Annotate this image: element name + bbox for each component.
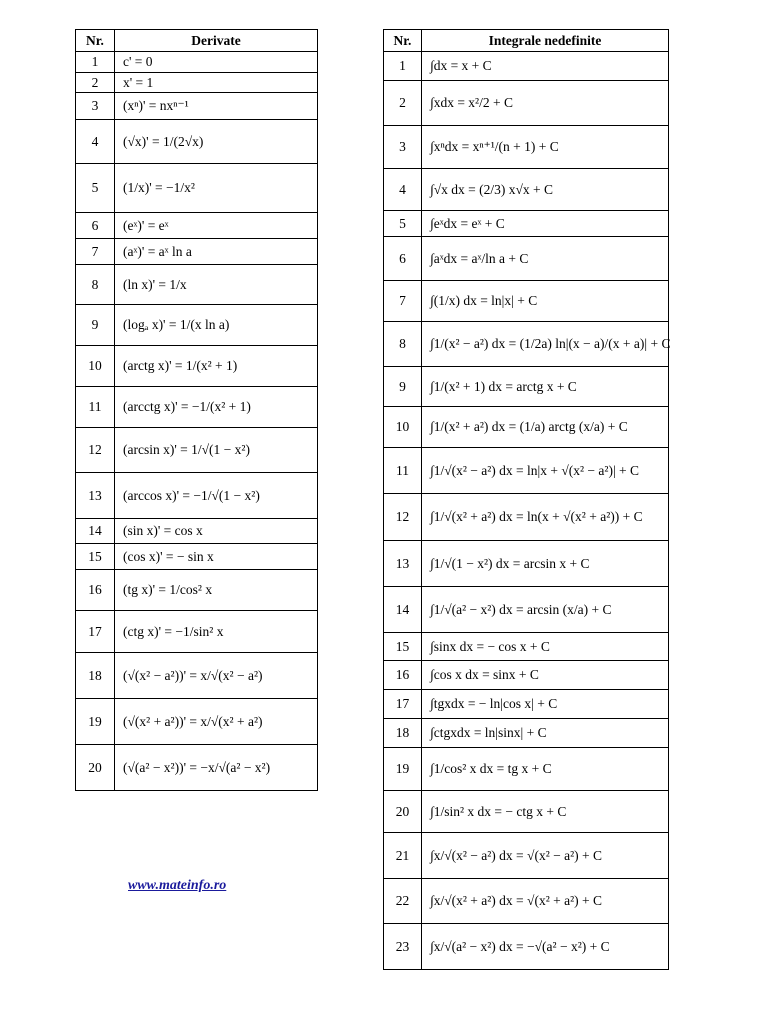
- formula-text: (eˣ)' = eˣ: [123, 217, 169, 233]
- row-number: 14: [384, 587, 422, 633]
- row-number: 9: [384, 367, 422, 407]
- integral-formula: [422, 237, 669, 281]
- table-row: [384, 169, 669, 211]
- integrals-table: [383, 29, 669, 970]
- row-number: 20: [384, 791, 422, 833]
- table-row: [384, 494, 669, 541]
- table-row: [76, 611, 318, 653]
- derivative-formula: [115, 73, 318, 93]
- integral-formula: [422, 407, 669, 448]
- column-header-nr: Nr.: [384, 30, 422, 52]
- formula-text: (1/x)' = −1/x²: [123, 180, 195, 195]
- integral-formula: [422, 541, 669, 587]
- formula-text: ∫x/√(x² − a²) dx = √(x² − a²) + C: [430, 847, 603, 863]
- derivative-formula: [115, 387, 318, 428]
- row-number: 2: [76, 73, 115, 93]
- formula-text: ∫1/√(a² − x²) dx = arcsin (x/a) + C: [430, 601, 612, 617]
- table-header-row: [76, 30, 318, 52]
- table-row: [76, 699, 318, 745]
- table-row: [76, 164, 318, 213]
- integral-formula: [422, 169, 669, 211]
- table-header-row: [384, 30, 669, 52]
- table-row: [384, 690, 669, 719]
- table-row: [76, 265, 318, 305]
- table-row: [384, 126, 669, 169]
- integral-formula: [422, 281, 669, 322]
- formula-text: (√x)' = 1/(2√x): [123, 133, 204, 149]
- row-number: 15: [384, 633, 422, 661]
- row-number: 12: [384, 494, 422, 541]
- derivative-formula: [115, 164, 318, 213]
- row-number: 13: [76, 473, 115, 519]
- table-row: [76, 52, 318, 73]
- derivative-formula: [115, 239, 318, 265]
- formula-text: ∫1/√(x² + a²) dx = ln(x + √(x² + a²)) + C: [430, 509, 643, 524]
- formula-text: ∫1/√(x² − a²) dx = ln|x + √(x² − a²)| + C: [430, 462, 640, 478]
- derivative-formula: [115, 428, 318, 473]
- formula-text: ∫1/(x² − a²) dx = (1/2a) ln|(x − a)/(x + a)| + C: [430, 336, 671, 351]
- table-row: [384, 879, 669, 924]
- row-number: 1: [76, 52, 115, 73]
- integral-formula: [422, 52, 669, 81]
- table-row: [76, 519, 318, 544]
- integral-formula: [422, 81, 669, 126]
- formula-text: ∫ctgxdx = ln|sinx| + C: [430, 725, 547, 740]
- table-row: [76, 213, 318, 239]
- formula-text: (xⁿ)' = nxⁿ⁻¹: [123, 98, 189, 113]
- row-number: 21: [384, 833, 422, 879]
- table-row: [384, 748, 669, 791]
- table-row: [384, 633, 669, 661]
- row-number: 18: [384, 719, 422, 748]
- table-row: [384, 791, 669, 833]
- formula-text: (cos x)' = − sin x: [123, 548, 214, 564]
- formula-text: (√(x² + a²))' = x/√(x² + a²): [123, 713, 263, 729]
- table-row: [384, 833, 669, 879]
- derivative-formula: [115, 305, 318, 346]
- table-row: [76, 239, 318, 265]
- row-number: 19: [384, 748, 422, 791]
- row-number: 10: [384, 407, 422, 448]
- row-number: 5: [76, 164, 115, 213]
- table-row: [76, 544, 318, 570]
- formula-text: ∫(1/x) dx = ln|x| + C: [430, 293, 538, 308]
- table-row: [384, 448, 669, 494]
- row-number: 17: [76, 611, 115, 653]
- derivatives-table: [75, 29, 318, 791]
- row-number: 23: [384, 924, 422, 970]
- row-number: 4: [384, 169, 422, 211]
- row-number: 11: [76, 387, 115, 428]
- integral-formula: [422, 879, 669, 924]
- formula-text: ∫x/√(x² + a²) dx = √(x² + a²) + C: [430, 893, 603, 908]
- table-row: [384, 52, 669, 81]
- row-number: 1: [384, 52, 422, 81]
- table-row: [384, 587, 669, 633]
- row-number: 2: [384, 81, 422, 126]
- formula-text: (logₐ x)' = 1/(x ln a): [123, 317, 230, 332]
- formula-text: (aˣ)' = aˣ ln a: [123, 243, 192, 259]
- derivative-formula: [115, 120, 318, 164]
- formula-text: ∫1/sin² x dx = − ctg x + C: [430, 803, 567, 819]
- derivative-formula: [115, 699, 318, 745]
- formula-text: (tg x)' = 1/cos² x: [123, 582, 213, 597]
- table-row: [384, 661, 669, 690]
- integral-formula: [422, 126, 669, 169]
- row-number: 20: [76, 745, 115, 791]
- formula-text: ∫xⁿdx = xⁿ⁺¹/(n + 1) + C: [430, 139, 559, 154]
- derivative-formula: [115, 93, 318, 120]
- derivative-formula: [115, 611, 318, 653]
- table-row: [76, 305, 318, 346]
- formula-text: (√(a² − x²))' = −x/√(a² − x²): [123, 759, 271, 775]
- integral-formula: [422, 719, 669, 748]
- row-number: 13: [384, 541, 422, 587]
- formula-text: (arcsin x)' = 1/√(1 − x²): [123, 442, 250, 457]
- table-row: [76, 473, 318, 519]
- formula-text: ∫1/√(1 − x²) dx = arcsin x + C: [430, 555, 590, 571]
- formula-text: (√(x² − a²))' = x/√(x² − a²): [123, 667, 263, 683]
- table-row: [384, 211, 669, 237]
- row-number: 18: [76, 653, 115, 699]
- derivative-formula: [115, 473, 318, 519]
- column-header-derivate: Derivate: [115, 30, 318, 52]
- table-row: [384, 237, 669, 281]
- table-row: [384, 322, 669, 367]
- derivative-formula: [115, 346, 318, 387]
- integral-formula: [422, 791, 669, 833]
- row-number: 8: [384, 322, 422, 367]
- integral-formula: [422, 690, 669, 719]
- formula-text: ∫cos x dx = sinx + C: [430, 667, 539, 682]
- integral-formula: [422, 494, 669, 541]
- row-number: 19: [76, 699, 115, 745]
- table-row: [384, 81, 669, 126]
- formula-text: ∫dx = x + C: [430, 58, 492, 73]
- table-row: [76, 745, 318, 791]
- row-number: 3: [384, 126, 422, 169]
- table-row: [384, 541, 669, 587]
- mateinfo-link[interactable]: www.mateinfo.ro: [128, 878, 227, 893]
- table-row: [76, 653, 318, 699]
- table-row: [76, 346, 318, 387]
- row-number: 15: [76, 544, 115, 570]
- integral-formula: [422, 833, 669, 879]
- row-number: 3: [76, 93, 115, 120]
- formula-text: ∫tgxdx = − ln|cos x| + C: [430, 696, 558, 711]
- formula-text: ∫1/(x² + a²) dx = (1/a) arctg (x/a) + C: [430, 419, 628, 434]
- row-number: 6: [384, 237, 422, 281]
- column-header-integrale: Integrale nedefinite: [422, 30, 669, 52]
- row-number: 11: [384, 448, 422, 494]
- integral-formula: [422, 924, 669, 970]
- formula-text: (ctg x)' = −1/sin² x: [123, 623, 224, 639]
- row-number: 7: [384, 281, 422, 322]
- table-row: [76, 93, 318, 120]
- formula-text: (ln x)' = 1/x: [123, 276, 187, 292]
- formula-text: ∫aˣdx = aˣ/ln a + C: [430, 250, 529, 266]
- row-number: 9: [76, 305, 115, 346]
- formula-text: x' = 1: [123, 74, 154, 90]
- table-row: [76, 73, 318, 93]
- integral-formula: [422, 448, 669, 494]
- table-row: [384, 719, 669, 748]
- row-number: 7: [76, 239, 115, 265]
- formula-text: ∫sinx dx = − cos x + C: [430, 638, 550, 654]
- formula-text: c' = 0: [123, 54, 153, 69]
- derivative-formula: [115, 570, 318, 611]
- formula-text: ∫1/cos² x dx = tg x + C: [430, 761, 552, 776]
- formula-text: (arctg x)' = 1/(x² + 1): [123, 358, 238, 373]
- row-number: 22: [384, 879, 422, 924]
- derivative-formula: [115, 653, 318, 699]
- formula-text: ∫eˣdx = eˣ + C: [430, 215, 505, 231]
- derivative-formula: [115, 52, 318, 73]
- derivative-formula: [115, 519, 318, 544]
- row-number: 12: [76, 428, 115, 473]
- integral-formula: [422, 322, 669, 367]
- table-row: [76, 570, 318, 611]
- table-row: [384, 407, 669, 448]
- row-number: 8: [76, 265, 115, 305]
- table-row: [384, 367, 669, 407]
- formula-text: ∫√x dx = (2/3) x√x + C: [430, 181, 553, 197]
- table-row: [76, 120, 318, 164]
- formula-text: (arcctg x)' = −1/(x² + 1): [123, 399, 251, 414]
- derivative-formula: [115, 745, 318, 791]
- integral-formula: [422, 661, 669, 690]
- formula-text: ∫x/√(a² − x²) dx = −√(a² − x²) + C: [430, 938, 610, 954]
- row-number: 10: [76, 346, 115, 387]
- row-number: 16: [384, 661, 422, 690]
- row-number: 17: [384, 690, 422, 719]
- table-row: [76, 387, 318, 428]
- derivative-formula: [115, 213, 318, 239]
- integral-formula: [422, 367, 669, 407]
- derivative-formula: [115, 265, 318, 305]
- table-row: [384, 281, 669, 322]
- row-number: 4: [76, 120, 115, 164]
- formula-text: (arccos x)' = −1/√(1 − x²): [123, 487, 260, 503]
- formula-text: ∫xdx = x²/2 + C: [430, 95, 513, 110]
- row-number: 5: [384, 211, 422, 237]
- table-row: [76, 428, 318, 473]
- row-number: 16: [76, 570, 115, 611]
- integral-formula: [422, 211, 669, 237]
- table-row: [384, 924, 669, 970]
- integral-formula: [422, 633, 669, 661]
- integral-formula: [422, 748, 669, 791]
- formula-text: ∫1/(x² + 1) dx = arctg x + C: [430, 378, 577, 394]
- row-number: 6: [76, 213, 115, 239]
- integral-formula: [422, 587, 669, 633]
- column-header-nr: Nr.: [76, 30, 115, 52]
- row-number: 14: [76, 519, 115, 544]
- formula-text: (sin x)' = cos x: [123, 523, 203, 538]
- derivative-formula: [115, 544, 318, 570]
